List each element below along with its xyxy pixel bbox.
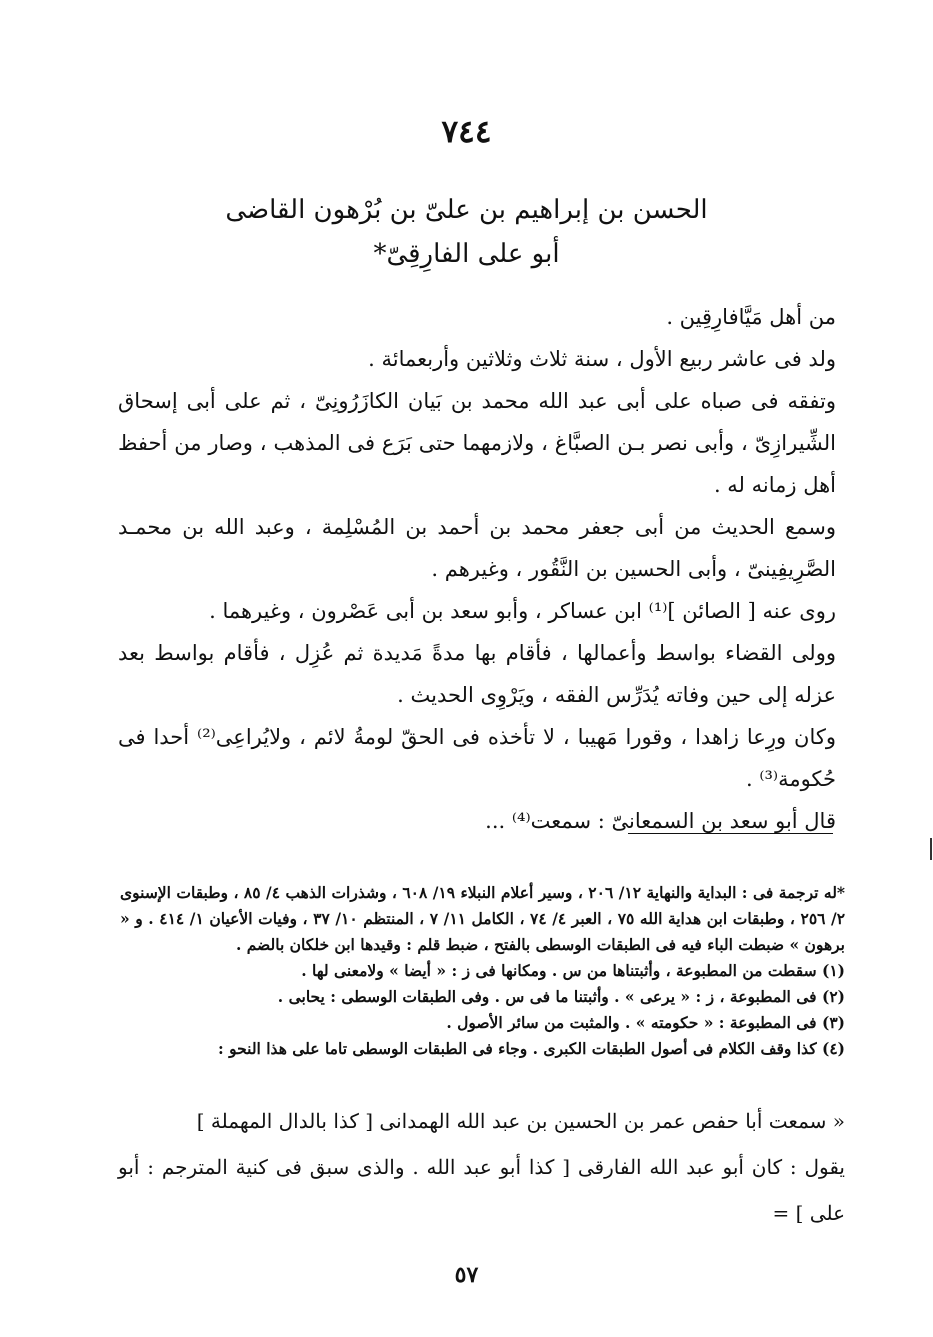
paragraph-origin: من أهل مَيَّافارِقِين . — [666, 305, 836, 329]
title-kunya-line: أبو على الفارِقِىّ* — [373, 239, 560, 269]
paragraph-birth: ولد فى عاشر ربيع الأول ، سنة ثلاث وثلاثين وأربعمائة . — [368, 347, 836, 371]
paragraph-hadith: وسمع الحديث من أبى جعفر محمد بن أحمد بن المُسْلِمة ، وعبد الله بن محمـد الصَّرِيفِينىّ ، وأبى الحسين بن النَّقُور ، وغيرهم . — [118, 515, 836, 581]
footnote-quote-line-1: « سمعت أبا حفص عمر بن الحسين بن عبد الله الهمدانى [ كذا بالدال المهملة ] — [196, 1109, 845, 1133]
footnote-quotation — [118, 1098, 845, 1236]
footnotes — [120, 880, 845, 1062]
footnote-1: (١) سقطت من المطبوعة ، وأثبتناها من س . ومكانها فى ز : « أيضا » ولامعنى لها . — [301, 961, 845, 980]
title-name-line: الحسن بن إبراهيم بن علىّ بن بُرْهون القاضى — [225, 195, 708, 225]
paragraph-quote: قال أبو سعد بن السمعانىّ : سمعت⁽⁴⁾ ... — [485, 809, 836, 833]
paragraph-study: وتفقه فى صباه على أبى عبد الله محمد بن بَيان الكازَرُونِىّ ، ثم على أبى إسحاق الشِّيرازِىّ ، وأبى نصر بـن الصبَّاغ ، ولازمهما حتى بَرَع فى المذهب ، وصار من أحفظ أهل زمانه له . — [118, 389, 836, 497]
footnote-3: (٣) فى المطبوعة : « حكومته » . والمثبت من سائر الأصول . — [446, 1013, 845, 1032]
footnote-4: (٤) كذا وقف الكلام فى أصول الطبقات الكبرى . وجاء فى الطبقات الوسطى تاما على هذا النحو : — [218, 1039, 845, 1058]
paragraph-narrators: روى عنه [ الصائن ]⁽¹⁾ ابن عساكر ، وأبو سعد بن أبى عَصْرون ، وغيرهما . — [209, 599, 836, 623]
paragraph-judgeship: وولى القضاء بواسط وأعمالها ، فأقام بها مدةً مَديدة ثم عُزِل ، فأقام بواسط بعد عزله إلى حين وفاته يُدَرِّس الفقه ، ويَرْوِى الحديث . — [118, 641, 836, 707]
page-number: ٥٧ — [454, 1262, 479, 1288]
entry-number: ٧٤٤ — [441, 114, 492, 150]
biography-title — [60, 188, 873, 276]
footnote-quote-line-2: يقول : كان أبو عبد الله الفارقى [ كذا أبو عبد الله . والذى سبق فى كنية المترجم : أبو على ] = — [118, 1155, 845, 1225]
footnote-divider — [628, 833, 833, 834]
footnote-2: (٢) فى المطبوعة ، ز : « يرعى » . وأثبتنا ما فى س . وفى الطبقات الوسطى : يحابى . — [277, 987, 845, 1006]
margin-mark — [930, 838, 932, 860]
footnote-sources: *له ترجمة فى : البداية والنهاية ١٢/ ٢٠٦ ، وسير أعلام النبلاء ١٩/ ٦٠٨ ، وشذرات الذهب ٤/ ٨٥ ، وطبقات الإسنوى ٢/ ٢٥٦ ، وطبقات ابن هداية الله ٧٥ ، العبر ٤/ ٧٤ ، الكامل ١١/ ٧ ، المنتظم ١٠/ ٣٧ ، وفيات الأعيان ١/ ٤١٤ . و « برهون » ضبطت الباء فيه فى الطبقات الوسطى بالفتح ، ضبط قلم : وقيدها ابن خلكان بالضم . — [120, 883, 846, 954]
biography-body — [118, 296, 836, 842]
paragraph-character: وكان ورِعا زاهدا ، وقورا مَهيبا ، لا تأخذه فى الحقّ لومةُ لائم ، ولايُراعِى⁽²⁾ أحدا فى حُكومة⁽³⁾ . — [118, 725, 836, 791]
